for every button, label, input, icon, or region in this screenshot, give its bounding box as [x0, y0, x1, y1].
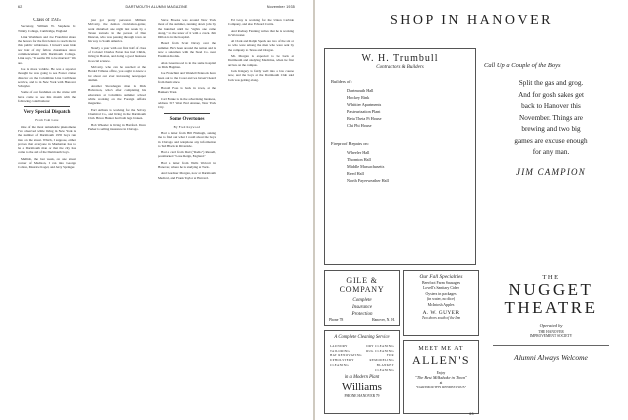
gile-name: GILE & COMPANY [339, 276, 385, 294]
service-item: BLANKET CLEANING [374, 362, 394, 372]
trumbull-subtitle: Contractors & Builders [376, 65, 424, 70]
running-head-journal: DARTMOUTH ALUMNI MAGAZINE [125, 5, 188, 9]
allens-ad [403, 340, 479, 414]
guyer-ad [403, 270, 479, 336]
paragraph: Harold Foss is back in town, at the Bankers Trust. [158, 86, 216, 95]
paragraph: Alan Greenwood is in the same hospital as Dick Hagman. [158, 60, 216, 69]
byline: From Tom Lane [35, 118, 59, 123]
article-title: Very Special Dispatch [23, 110, 71, 116]
guyer-note: Two doors south of the Inn [421, 316, 461, 321]
paragraph: Joe Franchini and Wendell Pennock have been out to the Coast and we haven't heard from them since. [158, 71, 216, 84]
paragraph: Jack Kingery is fairly well into a law course now, and the boys at the Dartmouth Club said Jack was getting along. [228, 68, 294, 82]
list-item: Chi Phi House [347, 123, 372, 128]
class-heading: Class of 1935 [33, 18, 61, 23]
paragraph: Mr. Morgan is expected to be back at Dartmouth and studying Medicine, when he first arrives on the campus. [228, 54, 294, 67]
list-item: Hockey Rink [347, 95, 370, 100]
ad-line: November. Things are [519, 113, 583, 122]
paragraph: And Gardner Morgan, now at Dartmouth Medical, and Frank Taylor at Harvard. [158, 171, 216, 180]
nugget-name-line1: NUGGET [508, 280, 594, 299]
service-item: FUR REMODELING [369, 353, 394, 363]
williams-modern: in a Modern Plant [344, 375, 380, 381]
service-item: HAT RENOVATING [330, 353, 362, 358]
left-magazine-page [0, 0, 313, 420]
paragraph: Secretary, William W. Stephens Jr. Trinity College, Cambridge, England [18, 24, 76, 33]
list-item: Dartmouth Hall [347, 88, 374, 93]
paragraph: McCarty, who can be reached at the Herald Tribune office, you ought to know a lot about our ever increasing newspaper alumni. [88, 64, 146, 82]
running-head-date: November 1935 [266, 5, 295, 9]
service-item: LAUNDRY [330, 344, 348, 348]
paragraph: Had a card from Dud ("Radio") Russell, postmarked "Lone Reign, England." [158, 150, 216, 159]
list-item: Oysters in packages [425, 291, 457, 296]
list-item: McIntosh Apples [427, 302, 455, 307]
ad-line: back to Hanover this [521, 102, 581, 110]
paragraph: Ed Gray is working for the Union Carbide Company, and also Edward Curtis. [228, 18, 294, 27]
nugget-society-2: IMPROVEMENT SOCIETY [529, 334, 573, 338]
text-column-3 [158, 18, 216, 413]
specialties-title: Our Fall Specialties [419, 274, 463, 280]
ad-line: Protection [351, 312, 373, 317]
campion-body [480, 78, 622, 159]
service-item: TAILORING [330, 348, 351, 353]
article-title: Some Overtones [169, 116, 205, 122]
nugget-ad [483, 270, 619, 416]
nugget-the: THE [542, 274, 560, 281]
paragraph: Al Clark and Ralph Speck are two of the six or so who were among the men who were sent by the company to Texas and Oregon. [228, 39, 294, 52]
paragraph: Had a letter from Wells Wolcott in Hanover, where he is studying at Tuck. [158, 160, 216, 170]
paragraph: Steve Brooks was around New York most of the summer, running down jobs by the hundred until he "sights one came along," to the tenor of it with a crack. Jim Dillon is in the hospital. [158, 18, 216, 40]
fireproof-label: Fireproof Repairs on: [331, 141, 369, 146]
paragraph: Heard from Scott Davey over the summer. He's been around the nation and is now a salesman with the Steel Co. near Eastman Kodak. [158, 41, 216, 59]
trumbull-ad [324, 48, 476, 265]
ad-line: for any man. [532, 148, 570, 156]
campion-signature: JIM CAMPION [516, 166, 586, 177]
allens-quote: "The Best Milkshake in Town" [415, 375, 467, 380]
builders-label: Builders of: [331, 79, 352, 84]
fireproof-list [347, 149, 475, 184]
services-right [365, 344, 394, 372]
list-item: Whittier Apartments [347, 102, 382, 107]
list-item: (in water, no dice) [426, 297, 456, 302]
ad-line: Split the gas and grog. [518, 79, 584, 87]
paragraph: Joe is more voluble. He was a reporter thought he was going to see Foster cruise director on the Columbian Line Caribbean service, and is in New York with Hanover Schuyler. [18, 66, 76, 89]
ad-line: brewing and two big [521, 125, 581, 133]
allens-meet: MEET ME AT [418, 346, 464, 352]
paragraph: And Rodney Fanning writes that he is working in Worcester. [228, 28, 294, 37]
list-item: Wheeler Hall [347, 150, 370, 155]
paragraph: Bob Wheeler is living in Hartford. Dave Parker is selling insurance in Chicago. [88, 122, 146, 131]
list-item: North Fayerweather Hall [347, 178, 389, 183]
nugget-operated: Operated by [539, 323, 563, 328]
allens-enjoy: Enjoy [436, 371, 446, 375]
gile-ad [324, 270, 400, 326]
allens-tagline: "DARTMOUTH'S RENDEZVOUS" [415, 385, 467, 389]
ad-line: Complete [352, 298, 372, 303]
list-item: Pasteurization Plant [347, 109, 381, 114]
text-column-1 [18, 18, 76, 413]
allens-at: at [439, 381, 443, 385]
ad-line: games are excuse enough [514, 136, 588, 145]
page-number-right: 63 [469, 412, 474, 416]
gile-phone: Phone 78 [329, 318, 344, 322]
gile-town: Hanover, N. H. [371, 318, 395, 322]
paragraph: One of the most remarkable phenomena I've observed while living in New York is the number of Dartmouth 1935 boys run into on the street. Which, I suppose, either proves that everyone in Manhattan has to be a Dartmouth man or that the city has come to the aid of the Dartmouth boys. [18, 124, 76, 155]
nugget-motto: Alumni Always Welcome [514, 353, 588, 362]
campion-ad [480, 62, 622, 177]
builders-list [347, 87, 475, 129]
williams-heading: A Complete Cleaning Service [334, 335, 390, 340]
paragraph: Some of our freshmen on the cruise will have come to see this month with the following contributions: [18, 90, 76, 104]
service-item: UPHOLSTERY CLEANING [330, 358, 354, 367]
divider [493, 345, 609, 346]
page-header: SHOP IN HANOVER [390, 13, 553, 28]
divider [164, 113, 210, 114]
paragraph: just got pretty personal. Milburn McCarty, the demon circulation-getter, went disturbed one night last week by a Texan tornado in the person of Dan Duncan, who was passing through town on his way to South America. [88, 18, 146, 44]
text-column-2 [88, 18, 146, 413]
gile-body [325, 297, 399, 318]
paragraph: Another Skowhegan man is Dick Halverson, who's after completing his education at Columbia summer school while working on the Foreign Affairs magazine. [88, 84, 146, 106]
paragraph: Earl Arthurs is working for the Solvay Chemical Co., and living in the Dartmouth Club. Bruce Hunter had both legs broken. [88, 107, 146, 121]
byline: By Fred Kaywood [173, 124, 201, 129]
ad-line: Insurance [352, 305, 372, 310]
right-advertising-page [315, 0, 628, 420]
ad-line: And for gosh sakes get [518, 90, 584, 99]
list-item: Beta Theta Pi House [347, 116, 382, 121]
services-left [330, 344, 365, 372]
service-item: RUG CLEANING [366, 348, 394, 353]
services-grid [330, 344, 394, 372]
divider [24, 106, 70, 107]
campion-call-line: Call Up a Couple of the Boys [484, 62, 561, 69]
williams-phone: PHONE HANOVER 79 [344, 394, 380, 399]
list-item: Middle Massachusetts [347, 164, 385, 169]
allens-name: ALLEN'S [412, 353, 470, 367]
williams-name: Williams [342, 381, 382, 394]
guyer-name: A. W. GUYER [422, 310, 460, 317]
specialties-list [404, 281, 478, 308]
nugget-name-line2: THEATRE [504, 298, 598, 317]
paragraph: Had a letter from Bill Fitzhugh, asking me to find out what I could about the boys in Chicago and telephone any information to Ted Black in Riverside. [158, 130, 216, 148]
service-item: DRY CLEANING [366, 344, 394, 348]
williams-ad [324, 330, 400, 414]
paragraph: Mellish, the last week, on one street corner of Madison, I ran into George Colton, Maurice Kogel, and Jerry Springer. [18, 156, 76, 170]
nugget-society: THE HANOVER [538, 330, 564, 334]
list-item: Lovell's Sanitary Cider [423, 286, 459, 291]
list-item: Thornton Hall [347, 157, 371, 162]
trumbull-name: W. H. Trumbull [361, 53, 439, 64]
text-column-4 [228, 18, 294, 413]
paragraph: Nearly a year with our first half of class of Colonel Charles Eaton has had Childs, living in Boston, and doing a good business in social science. [88, 45, 146, 63]
page-number-left: 62 [18, 5, 23, 9]
paragraph: Carl Fenke is in the advertising business, address 317 West End Avenue, New York City. [158, 96, 216, 110]
paragraph: Link Washburn and Joe Franchini share the honors for the first letters to reach me in this public wilderness. I haven't seen hide nor hair of my fellow classmates since commencement with Dartmouth College. Link says, "It seems I'm to be married." We are. [18, 34, 76, 65]
list-item: Reed Hall [347, 171, 364, 176]
list-item: Beerfoot Farm Sausages [421, 281, 461, 285]
